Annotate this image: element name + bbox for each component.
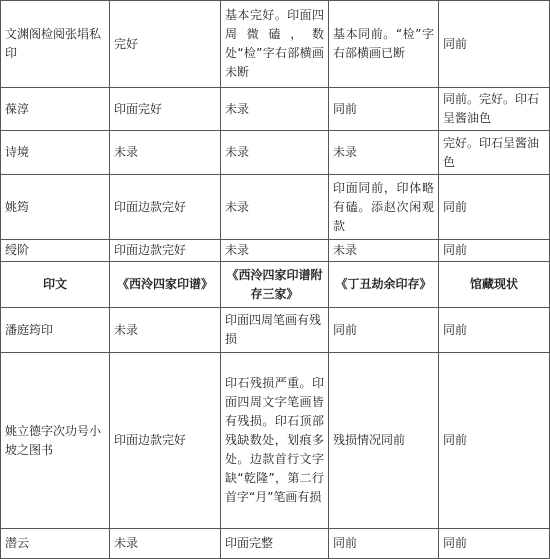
museum-status-cell: 同前 bbox=[439, 240, 550, 262]
museum-status-cell: 同前 bbox=[439, 1, 550, 88]
table-row bbox=[1, 1, 550, 88]
dingchou-cell: 未录 bbox=[329, 240, 439, 262]
seal-name-cell: 潜云 bbox=[1, 529, 110, 559]
dingchou-cell: 印面同前，印体略有磕。添赵次闲观款 bbox=[329, 175, 439, 240]
xiling-fucun-cell: 印面完整 bbox=[221, 529, 329, 559]
table-row bbox=[1, 88, 550, 131]
header-seal-text: 印文 bbox=[1, 262, 110, 308]
dingchou-cell: 未录 bbox=[329, 131, 439, 175]
museum-status-cell: 完好。印石呈酱油色 bbox=[439, 131, 550, 175]
table-row bbox=[1, 353, 550, 529]
museum-status-cell: 同前 bbox=[439, 308, 550, 353]
museum-status-cell: 同前 bbox=[439, 529, 550, 559]
table-row bbox=[1, 240, 550, 262]
seal-name-cell: 绶阶 bbox=[1, 240, 110, 262]
table-row bbox=[1, 131, 550, 175]
seal-name-cell: 潘庭筠印 bbox=[1, 308, 110, 353]
xiling-sijia-cell: 完好 bbox=[110, 1, 221, 88]
dingchou-cell: 同前 bbox=[329, 308, 439, 353]
xiling-fucun-cell: 未录 bbox=[221, 88, 329, 131]
xiling-fucun-cell: 未录 bbox=[221, 240, 329, 262]
seal-name-cell: 文渊阁检阅张埍私印 bbox=[1, 1, 110, 88]
xiling-sijia-cell: 印面完好 bbox=[110, 88, 221, 131]
seal-name-cell: 葆淳 bbox=[1, 88, 110, 131]
table-row bbox=[1, 308, 550, 353]
xiling-fucun-cell: 未录 bbox=[221, 131, 329, 175]
xiling-sijia-cell: 未录 bbox=[110, 529, 221, 559]
header-museum-status: 馆藏现状 bbox=[439, 262, 550, 308]
header-row bbox=[1, 262, 550, 308]
seal-name-cell: 诗境 bbox=[1, 131, 110, 175]
header-xiling-sijia: 《西泠四家印谱》 bbox=[110, 262, 221, 308]
museum-status-cell: 同前。完好。印石呈酱油色 bbox=[439, 88, 550, 131]
xiling-fucun-cell: 印面四周笔画有残损 bbox=[221, 308, 329, 353]
xiling-sijia-cell: 未录 bbox=[110, 131, 221, 175]
xiling-sijia-cell: 印面边款完好 bbox=[110, 240, 221, 262]
header-xiling-fucun: 《西泠四家印谱附存三家》 bbox=[221, 262, 329, 308]
dingchou-cell: 残损情况同前 bbox=[329, 353, 439, 529]
seal-name-cell: 姚立德字次功号小坡之图书 bbox=[1, 353, 110, 529]
xiling-fucun-cell: 未录 bbox=[221, 175, 329, 240]
header-dingchou: 《丁丑劫余印存》 bbox=[329, 262, 439, 308]
xiling-sijia-cell: 印面边款完好 bbox=[110, 175, 221, 240]
museum-status-cell: 同前 bbox=[439, 353, 550, 529]
table-row bbox=[1, 175, 550, 240]
dingchou-cell: 基本同前。“检”字右部横画已断 bbox=[329, 1, 439, 88]
xiling-fucun-cell: 印石残损严重。印面四周文字笔画皆有残损。印石顶部残缺数处，划痕多处。边款首行文字缺“乾隆”，第二行首字“月”笔画有损 bbox=[221, 353, 329, 529]
table-row bbox=[1, 529, 550, 559]
dingchou-cell: 同前 bbox=[329, 529, 439, 559]
dingchou-cell: 同前 bbox=[329, 88, 439, 131]
museum-status-cell: 同前 bbox=[439, 175, 550, 240]
seal-name-cell: 姚筠 bbox=[1, 175, 110, 240]
xiling-fucun-cell: 基本完好。印面四周微磕，数处“检”字右部横画未断 bbox=[221, 1, 329, 88]
xiling-sijia-cell: 未录 bbox=[110, 308, 221, 353]
xiling-sijia-cell: 印面边款完好 bbox=[110, 353, 221, 529]
